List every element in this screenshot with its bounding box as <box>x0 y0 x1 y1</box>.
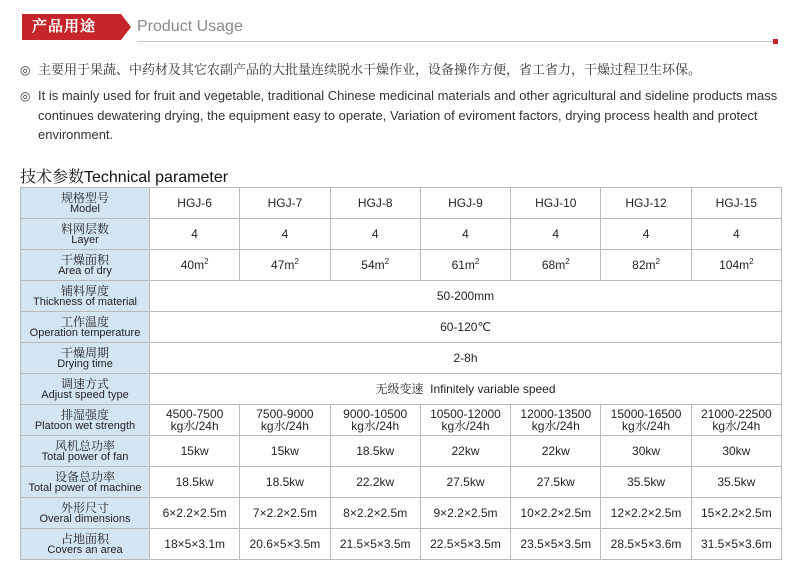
row-label-en: Thickness of material <box>33 295 137 308</box>
layer-cell: 4 <box>691 219 781 250</box>
table-row <box>21 188 782 219</box>
speed-cell: 无级变速 Infinitely variable speed <box>150 374 782 405</box>
dimensions-cell: 10×2.2×2.5m <box>511 498 601 529</box>
area-cell <box>330 250 420 281</box>
header-title-cn: 产品用途 <box>22 14 121 40</box>
row-label-en: Layer <box>71 233 99 246</box>
table-row <box>21 312 782 343</box>
area-value: 47m <box>271 258 295 272</box>
fan-power-cell: 18.5kw <box>330 436 420 467</box>
strength-unit: kg水/24h <box>260 419 309 433</box>
header-divider <box>137 41 778 42</box>
row-label-cn: 干燥周期 <box>60 345 109 360</box>
layer-cell: 4 <box>150 219 240 250</box>
row-header-dimensions <box>21 498 150 529</box>
machine-power-cell: 35.5kw <box>601 467 691 498</box>
table-row <box>21 405 782 436</box>
dimensions-cell: 8×2.2×2.5m <box>330 498 420 529</box>
strength-cell <box>691 405 781 436</box>
strength-cell <box>150 405 240 436</box>
cover-area-cell: 23.5×5×3.5m <box>511 529 601 560</box>
row-label-en: Overal dimensions <box>39 512 131 525</box>
strength-unit: kg水/24h <box>170 419 219 433</box>
area-value: 68m <box>541 258 566 272</box>
strength-cell <box>420 405 510 436</box>
usage-en-text: It is mainly used for fruit and vegetable, traditional Chinese medicinal materials and other agricultural and sideline products mass continues dewatering drying, the equipment easy to operate, Variation of eviroment factors, drying process health and protect environment. <box>38 88 778 142</box>
strength-range: 9000-10500 <box>343 407 408 421</box>
row-label-en: Area of dry <box>58 264 112 277</box>
strength-unit: kg水/24h <box>712 419 761 433</box>
layer-cell: 4 <box>240 219 330 250</box>
temperature-cell: 60-120℃ <box>150 312 782 343</box>
cover-area-cell: 22.5×5×3.5m <box>420 529 510 560</box>
row-label-en: Total power of fan <box>41 450 129 463</box>
machine-power-cell: 27.5kw <box>420 467 510 498</box>
layer-cell: 4 <box>420 219 510 250</box>
row-header-drying-time <box>21 343 150 374</box>
area-value: 54m <box>361 258 385 272</box>
row-header-speed <box>21 374 150 405</box>
row-label-cn: 调速方式 <box>60 376 109 391</box>
row-header-area <box>21 250 150 281</box>
row-label-cn: 外形尺寸 <box>60 500 109 515</box>
area-unit-sup: 2 <box>749 257 754 266</box>
strength-range: 15000-16500 <box>610 407 682 421</box>
table-row <box>21 529 782 560</box>
strength-range: 4500-7500 <box>165 407 224 421</box>
fan-power-cell: 30kw <box>691 436 781 467</box>
area-unit-sup: 2 <box>565 257 570 266</box>
row-header-thickness <box>21 281 150 312</box>
strength-cell <box>330 405 420 436</box>
table-row <box>21 343 782 374</box>
model-cell: HGJ-15 <box>691 188 781 219</box>
area-value: 40m <box>180 258 205 272</box>
area-unit-sup: 2 <box>655 257 660 266</box>
row-label-cn: 干燥面积 <box>60 252 109 267</box>
drying-time-cell: 2-8h <box>150 343 782 374</box>
model-cell: HGJ-7 <box>240 188 330 219</box>
row-label-cn: 铺料厚度 <box>60 283 109 298</box>
dimensions-cell: 15×2.2×2.5m <box>691 498 781 529</box>
row-label-en: Model <box>70 202 100 215</box>
row-label-en: Adjust speed type <box>41 388 129 401</box>
area-cell <box>691 250 781 281</box>
area-value: 61m <box>451 258 475 272</box>
model-cell: HGJ-10 <box>511 188 601 219</box>
row-header-machine-power <box>21 467 150 498</box>
strength-cell <box>240 405 330 436</box>
strength-range: 10500-12000 <box>430 407 501 421</box>
row-label-cn: 占地面积 <box>60 531 109 546</box>
fan-power-cell: 30kw <box>601 436 691 467</box>
cover-area-cell: 28.5×5×3.6m <box>601 529 691 560</box>
dimensions-cell: 7×2.2×2.5m <box>240 498 330 529</box>
model-cell: HGJ-6 <box>150 188 240 219</box>
area-value: 82m <box>632 258 656 272</box>
thickness-cell: 50-200mm <box>150 281 782 312</box>
area-cell <box>420 250 510 281</box>
fan-power-cell: 15kw <box>150 436 240 467</box>
row-header-cover-area <box>21 529 150 560</box>
row-header-model <box>21 188 150 219</box>
strength-unit: kg水/24h <box>441 419 490 433</box>
row-header-layer <box>21 219 150 250</box>
row-label-en: Total power of machine <box>28 481 142 494</box>
cover-area-cell: 31.5×5×3.6m <box>691 529 781 560</box>
usage-cn-text: 主要用于果蔬、中药材及其它农副产品的大批量连续脱水干燥作业，设备操作方便，省工省力，干燥过程卫生环保。 <box>38 62 702 77</box>
table-row <box>21 219 782 250</box>
strength-range: 7500-9000 <box>256 407 314 421</box>
row-label-en: Platoon wet strength <box>34 419 136 432</box>
table-row <box>21 281 782 312</box>
table-row <box>21 250 782 281</box>
strength-unit: kg水/24h <box>531 419 580 433</box>
row-label-en: Covers an area <box>47 543 123 556</box>
area-cell <box>150 250 240 281</box>
area-unit-sup: 2 <box>294 257 299 266</box>
dimensions-cell: 12×2.2×2.5m <box>601 498 691 529</box>
row-label-cn: 设备总功率 <box>54 469 115 484</box>
strength-unit: kg水/24h <box>351 419 400 433</box>
dimensions-cell: 6×2.2×2.5m <box>150 498 240 529</box>
dimensions-cell: 9×2.2×2.5m <box>420 498 510 529</box>
row-label-cn: 规格型号 <box>60 190 109 205</box>
area-value: 104m <box>719 258 750 272</box>
circle-bullet-icon: ◎ <box>20 63 31 77</box>
cover-area-cell: 18×5×3.1m <box>150 529 240 560</box>
fan-power-cell: 15kw <box>240 436 330 467</box>
strength-cell <box>601 405 691 436</box>
table-row <box>21 436 782 467</box>
layer-cell: 4 <box>511 219 601 250</box>
strength-unit: kg水/24h <box>622 419 671 433</box>
area-unit-sup: 2 <box>474 257 480 266</box>
tech-params-table <box>20 187 782 560</box>
row-header-temperature <box>21 312 150 343</box>
machine-power-cell: 22.2kw <box>330 467 420 498</box>
strength-range: 12000-13500 <box>520 407 592 421</box>
row-label-cn: 料网层数 <box>60 221 109 236</box>
area-cell <box>240 250 330 281</box>
table-row <box>21 374 782 405</box>
area-unit-sup: 2 <box>204 257 209 266</box>
row-label-cn: 排湿强度 <box>60 407 109 422</box>
circle-bullet-icon: ◎ <box>20 89 31 103</box>
strength-range: 21000-22500 <box>700 407 772 421</box>
model-cell: HGJ-9 <box>420 188 510 219</box>
fan-power-cell: 22kw <box>420 436 510 467</box>
layer-cell: 4 <box>601 219 691 250</box>
area-cell <box>511 250 601 281</box>
header-title-en: Product Usage <box>137 18 243 35</box>
area-cell <box>601 250 691 281</box>
layer-cell: 4 <box>330 219 420 250</box>
area-unit-sup: 2 <box>384 257 390 266</box>
row-label-cn: 风机总功率 <box>54 438 115 453</box>
cover-area-cell: 21.5×5×3.5m <box>330 529 420 560</box>
row-label-en: Operation temperature <box>29 326 141 339</box>
row-header-strength <box>21 405 150 436</box>
strength-cell <box>511 405 601 436</box>
machine-power-cell: 18.5kw <box>240 467 330 498</box>
tech-params-title: 技术参数Technical parameter <box>20 169 229 186</box>
row-label-cn: 工作温度 <box>60 314 109 329</box>
usage-text-cn <box>20 60 780 80</box>
fan-power-cell: 22kw <box>511 436 601 467</box>
usage-text-en <box>20 86 780 144</box>
row-header-fan-power <box>21 436 150 467</box>
section-header <box>0 0 800 44</box>
cover-area-cell: 20.6×5×3.5m <box>240 529 330 560</box>
machine-power-cell: 18.5kw <box>150 467 240 498</box>
table-row <box>21 467 782 498</box>
usage-description <box>20 60 780 144</box>
model-cell: HGJ-8 <box>330 188 420 219</box>
table-row <box>21 498 782 529</box>
model-cell: HGJ-12 <box>601 188 691 219</box>
machine-power-cell: 27.5kw <box>511 467 601 498</box>
row-label-en: Drying time <box>57 357 113 370</box>
machine-power-cell: 35.5kw <box>691 467 781 498</box>
